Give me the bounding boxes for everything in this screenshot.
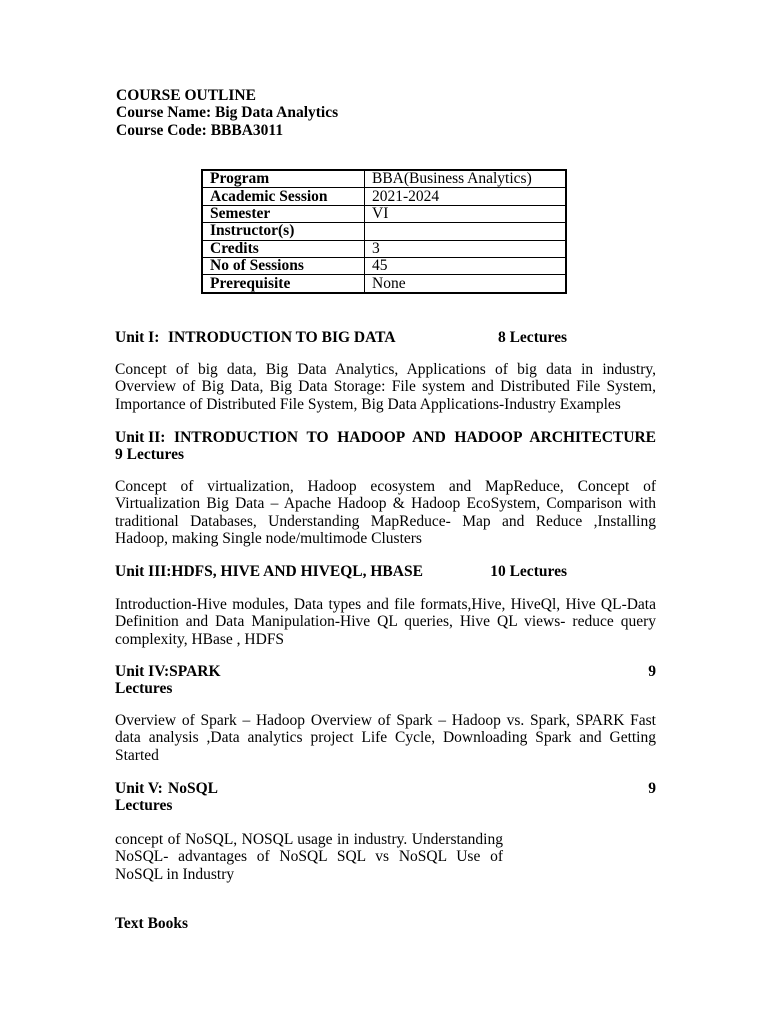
unit-1-title: INTRODUCTION TO BIG DATA	[168, 329, 396, 346]
unit-5-title: NoSQL	[168, 780, 218, 797]
unit-1-description: Concept of big data, Big Data Analytics, Applications of big data in industry, Overview of Big Data, Big Data Storage: File system and Distributed File System, Importance of Distributed File System, Big Data Applications-Industry Examples	[115, 361, 656, 413]
unit-2-label: Unit II:	[115, 429, 166, 446]
course-outline-title: COURSE OUTLINE	[116, 87, 256, 104]
unit-5-lectures-count: 9	[648, 780, 656, 797]
row-label: Semester	[202, 205, 365, 222]
unit-3-label: Unit III:	[115, 563, 172, 580]
unit-3-lectures: 10 Lectures	[490, 563, 567, 580]
unit-5-description: concept of NoSQL, NOSQL usage in industry. Understanding NoSQL- advantages of NoSQL SQL vs NoSQL Use of NoSQL in Industry	[115, 831, 503, 883]
table-row-instructors	[202, 223, 566, 240]
unit-1-label: Unit I:	[115, 329, 160, 346]
unit-1-lectures: 8 Lectures	[497, 329, 567, 346]
row-label: Program	[202, 170, 365, 188]
table-row-prerequisite	[202, 275, 566, 293]
table-row-credits	[202, 240, 566, 257]
unit-4-label: Unit IV:	[115, 663, 170, 680]
table-row-program	[202, 170, 566, 188]
row-value: None	[365, 275, 567, 293]
table-row-semester	[202, 205, 566, 222]
unit-3-description: Introduction-Hive modules, Data types and file formats,Hive, HiveQl, Hive QL-Data Definition and Data Manipulation-Hive QL queries, Hive QL views- reduce query complexity, HBase , HDFS	[115, 596, 656, 648]
unit-3-heading	[115, 563, 656, 580]
row-value	[365, 223, 567, 240]
course-name-line: Course Name: Big Data Analytics	[116, 104, 339, 122]
unit-4-title: SPARK	[169, 663, 221, 680]
table-row-academic-session	[202, 188, 566, 205]
unit-4-description: Overview of Spark – Hadoop Overview of Spark – Hadoop vs. Spark, SPARK Fast data analysis ,Data analytics project Life Cycle, Downloading Spark and Getting Started	[115, 712, 656, 764]
table-row-sessions	[202, 257, 566, 274]
unit-4-lectures-count: 9	[648, 663, 656, 680]
course-info-table	[201, 169, 567, 294]
unit-5-lectures-word: Lectures	[115, 797, 173, 814]
row-label: Credits	[202, 240, 365, 257]
unit-4-lectures-word: Lectures	[115, 680, 173, 697]
unit-2-description: Concept of virtualization, Hadoop ecosystem and MapReduce, Concept of Virtualization Big Data – Apache Hadoop & Hadoop EcoSystem, Comparison with traditional Databases, Understanding MapReduce- Map and Reduce ,Installing Hadoop, making Single node/multimode Clusters	[115, 478, 656, 547]
row-value: 3	[365, 240, 567, 257]
row-label: No of Sessions	[202, 257, 365, 274]
textbooks-heading: Text Books	[115, 915, 189, 932]
unit-5-label: Unit V:	[115, 780, 163, 797]
unit-3-title: HDFS, HIVE AND HIVEQL, HBASE	[171, 563, 423, 580]
row-value: VI	[365, 205, 567, 222]
course-header	[116, 87, 338, 139]
row-label: Academic Session	[202, 188, 365, 205]
row-value: BBA(Business Analytics)	[365, 170, 567, 188]
row-value: 2021-2024	[365, 188, 567, 205]
row-value: 45	[365, 257, 567, 274]
unit-5-heading	[115, 780, 656, 797]
unit-2-title: INTRODUCTION TO HADOOP AND HADOOP ARCHITECTURE	[174, 429, 656, 446]
unit-4-heading	[115, 663, 656, 680]
course-code-line: Course Code: BBBA3011	[116, 121, 284, 139]
unit-2-lectures: 9 Lectures	[115, 446, 185, 463]
row-label: Prerequisite	[202, 275, 365, 293]
unit-1-heading	[115, 329, 656, 346]
row-label: Instructor(s)	[202, 223, 365, 240]
unit-2-heading	[115, 429, 656, 446]
